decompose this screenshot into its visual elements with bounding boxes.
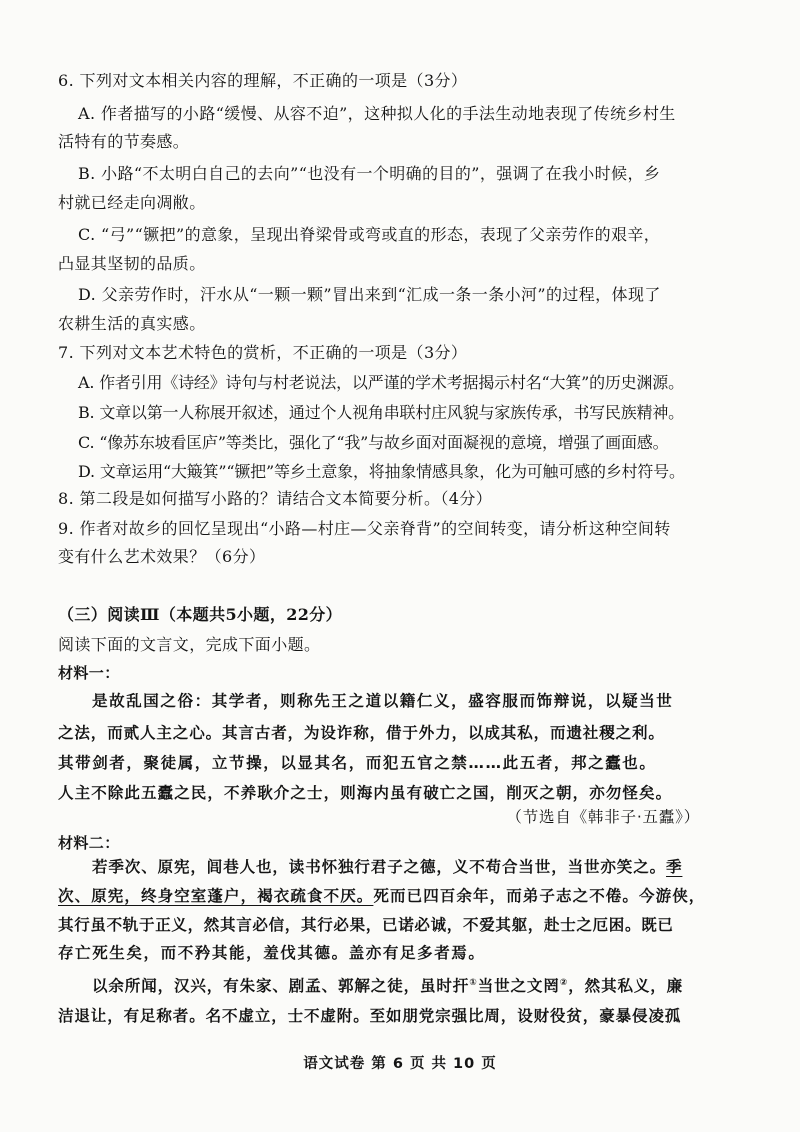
- q6-option-a-line2: 活特有的节奏感。: [58, 132, 190, 151]
- material-1-label: 材料一：: [58, 664, 120, 682]
- material-2-line2: [58, 885, 705, 907]
- material-2-line1-text: 若季次、原宪，闾巷人也，读书怀独行君子之德，义不苟合当世，当世亦笑之。: [92, 858, 667, 876]
- footnote-marker-1: ①: [469, 978, 478, 988]
- q7-option-a: A. 作者引用《诗经》诗句与村老说法，以严谨的学术考据揭示村名“大箕”的历史渊源。: [78, 373, 684, 392]
- material-2-line1: [92, 856, 682, 878]
- q7-option-d: D. 文章运用“大簸箕”“镢把”等乡土意象，将抽象情感具象，化为可触可感的乡村符号。: [78, 462, 685, 481]
- material-2-underlined-text-start: 季: [666, 858, 683, 876]
- q6-option-c-line2: 凸显其坚韧的品质。: [58, 254, 206, 273]
- material-1-line1: 是故乱国之俗：其学者，则称先王之道以籍仁义，盛容服而饰辩说，以疑当世: [92, 692, 674, 710]
- material-2-p2-line1-text-c: ，然其私义，廉: [568, 977, 684, 995]
- question-7-stem: 7. 下列对文本艺术特色的赏析，不正确的一项是（3分）: [58, 343, 468, 362]
- footnote-marker-2: ②: [559, 978, 569, 988]
- material-2-label: 材料二：: [58, 834, 120, 852]
- q6-option-a-line1: A. 作者描写的小路“缓慢、从容不迫”，这种拟人化的手法生动地表现了传统乡村生: [78, 104, 676, 123]
- material-2-line3: 其行虽不轨于正义，然其言必信，其行必果，已诺必诚，不爱其躯，赴士之厄困。既已: [58, 916, 674, 934]
- material-2-underlined-text: 次、原宪，终身空室蓬户，褐衣疏食不厌。: [58, 887, 374, 905]
- q7-option-b: B. 文章以第一人称展开叙述，通过个人视角串联村庄风貌与家族传承，书写民族精神。: [78, 403, 684, 422]
- material-2-line2-text: 死而已四百余年，而弟子志之不倦。今游侠，: [373, 887, 706, 905]
- q6-option-b-line1: B. 小路“不太明白自己的去向”“也没有一个明确的目的”，强调了在我小时候，乡: [78, 164, 661, 183]
- section-3-title: （三）阅读Ⅲ（本题共5小题，22分）: [58, 605, 343, 624]
- question-9-line1: 9. 作者对故乡的回忆呈现出“小路—村庄—父亲脊背”的空间转变，请分析这种空间转: [58, 519, 671, 538]
- material-2-p2-line2: 洁退让，有足称者。名不虚立，士不虚附。至如朋党宗强比周，设财役贫，豪暴侵凌孤: [58, 1007, 682, 1025]
- q6-option-d-line2: 农耕生活的真实感。: [58, 314, 206, 333]
- material-2-p2-line1-text-b: 当世之文罔: [477, 977, 560, 995]
- q7-option-c: C. “像苏东坡看匡庐”等类比，强化了“我”与故乡面对面凝视的意境，增强了画面感。: [78, 433, 669, 452]
- question-8: 8. 第二段是如何描写小路的？请结合文本简要分析。（4分）: [58, 489, 493, 508]
- material-2-line4: 存亡死生矣，而不矜其能，羞伐其德。盖亦有足多者焉。: [58, 944, 486, 962]
- material-1-line3: 其带剑者，聚徒属，立节操，以显其名，而犯五官之禁……此五者，邦之蠹也。: [58, 754, 657, 772]
- page-footer: 语文试卷 第 6 页 共 10 页: [303, 1056, 497, 1072]
- q6-option-b-line2: 村就已经走向凋敝。: [58, 193, 206, 212]
- material-1-line2: 之法，而贰人主之心。其言古者，为设诈称，借于外力，以成其私，而遗社稷之利。: [58, 724, 665, 742]
- material-2-p2-line1: [92, 975, 683, 997]
- q6-option-d-line1: D. 父亲劳作时，汗水从“一颗一颗”冒出来到“汇成一条一条小河”的过程，体现了: [78, 285, 661, 304]
- material-1-line4: 人主不除此五蠹之民，不养耿介之士，则海内虽有破亡之国，削灭之朝，亦勿怪矣。: [58, 784, 673, 802]
- material-1-source: （节选自《韩非子·五蠹》）: [506, 808, 700, 826]
- question-9-line2: 变有什么艺术效果？（6分）: [58, 547, 266, 566]
- material-2-p2-line1-text-a: 以余所闻，汉兴，有朱家、剧孟、郭解之徒，虽时扞: [92, 977, 470, 995]
- q6-option-c-line1: C. “弓”“镢把”的意象，呈现出脊梁骨或弯或直的形态，表现了父亲劳作的艰辛，: [78, 225, 661, 244]
- question-6-stem: 6. 下列对文本相关内容的理解，不正确的一项是（3分）: [58, 71, 468, 90]
- section-3-instruction: 阅读下面的文言文，完成下面小题。: [58, 635, 321, 654]
